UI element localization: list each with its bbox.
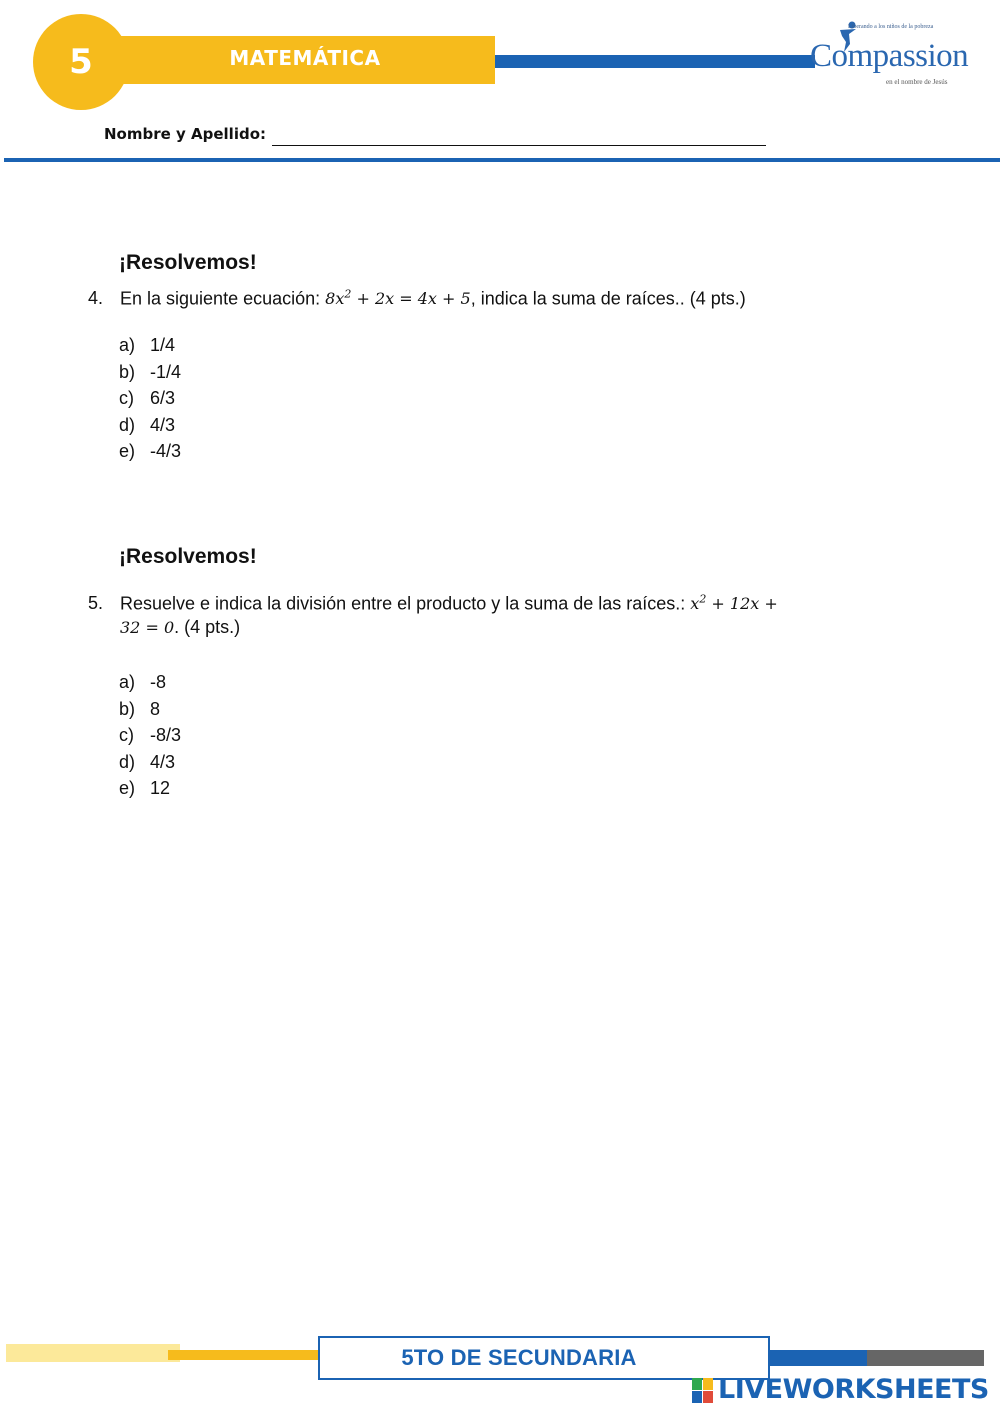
equation [325, 289, 471, 308]
question-text-line2 [120, 617, 240, 638]
option-value: -1/4 [150, 361, 182, 382]
option-letter: b) [119, 698, 136, 719]
footer-bar-yellow [168, 1350, 320, 1360]
option-e[interactable] [119, 778, 181, 805]
equation [690, 594, 777, 613]
question-text-after: . (4 pts.) [174, 617, 241, 637]
question-text-before: Resuelve e indica la división entre el producto y la suma de las raíces.: [120, 593, 691, 614]
equation-coef: 8 [325, 289, 336, 309]
equation-continued: 32 = 0 [120, 618, 175, 637]
footer-bar-blue [770, 1350, 867, 1366]
option-letter: e) [119, 778, 136, 798]
question-text-after: , indica la suma de raíces.. (4 pts.) [470, 288, 746, 309]
option-value: -4/3 [150, 441, 182, 461]
option-b[interactable] [119, 699, 181, 726]
option-a[interactable] [119, 335, 181, 362]
liveworksheets-logo [692, 1374, 990, 1408]
question-number: 5. [88, 593, 104, 613]
option-c[interactable] [119, 725, 181, 752]
option-value: 1/4 [150, 335, 176, 355]
section-title: ¡Resolvemos! [119, 545, 257, 568]
footer-level-text: 5TO DE SECUNDARIA [401, 1345, 637, 1370]
compassion-logo [806, 20, 991, 92]
option-b[interactable] [119, 362, 181, 389]
logo-wordmark: Compassion [810, 38, 969, 74]
option-letter: c) [119, 388, 134, 408]
option-c[interactable] [119, 388, 181, 415]
option-letter: a) [119, 335, 136, 355]
logo-subline: en el nombre de Jesús [886, 78, 948, 86]
equation-exp: 2 [344, 288, 352, 301]
header-accent-bar [495, 55, 815, 68]
option-value: 4/3 [150, 751, 176, 772]
option-letter: c) [119, 725, 134, 745]
question-text [120, 288, 746, 309]
option-value: 4/3 [150, 414, 176, 435]
header-divider [4, 158, 1000, 162]
equation-rest: + 2x = 4x + 5 [351, 289, 471, 309]
section-title: ¡Resolvemos! [119, 251, 257, 274]
equation-var: x [335, 289, 345, 309]
option-value: -8/3 [150, 725, 182, 745]
equation-exp: 2 [699, 593, 707, 606]
option-a[interactable] [119, 672, 181, 699]
grade-number: 5 [69, 42, 93, 82]
answer-options [119, 672, 181, 805]
option-letter: a) [119, 672, 136, 692]
option-value: 12 [150, 778, 171, 798]
liveworksheets-wordmark: LIVEWORKSHEETS [718, 1374, 989, 1405]
subject-title: MATEMÁTICA [229, 46, 381, 70]
option-value: 8 [150, 698, 161, 719]
footer-bar-light [6, 1344, 180, 1362]
option-d[interactable] [119, 415, 181, 442]
name-label: Nombre y Apellido: [104, 125, 267, 143]
option-value: -8 [150, 672, 167, 692]
footer-bar-gray [867, 1350, 984, 1366]
question-text-before: En la siguiente ecuación: [120, 288, 326, 309]
cubes-icon [692, 1378, 714, 1404]
answer-options [119, 335, 181, 468]
option-e[interactable] [119, 441, 181, 468]
question-text-line1 [120, 593, 778, 614]
option-letter: e) [119, 441, 136, 461]
option-d[interactable] [119, 752, 181, 779]
option-letter: b) [119, 361, 136, 382]
option-letter: d) [119, 751, 136, 772]
option-value: 6/3 [150, 388, 176, 408]
option-letter: d) [119, 414, 136, 435]
logo-tagline: Liberando a los niños de la pobreza [848, 24, 934, 30]
equation-rest: + 12x + [706, 594, 778, 614]
equation-var: x [690, 594, 700, 614]
question-number: 4. [88, 288, 104, 308]
name-field[interactable] [272, 145, 766, 146]
